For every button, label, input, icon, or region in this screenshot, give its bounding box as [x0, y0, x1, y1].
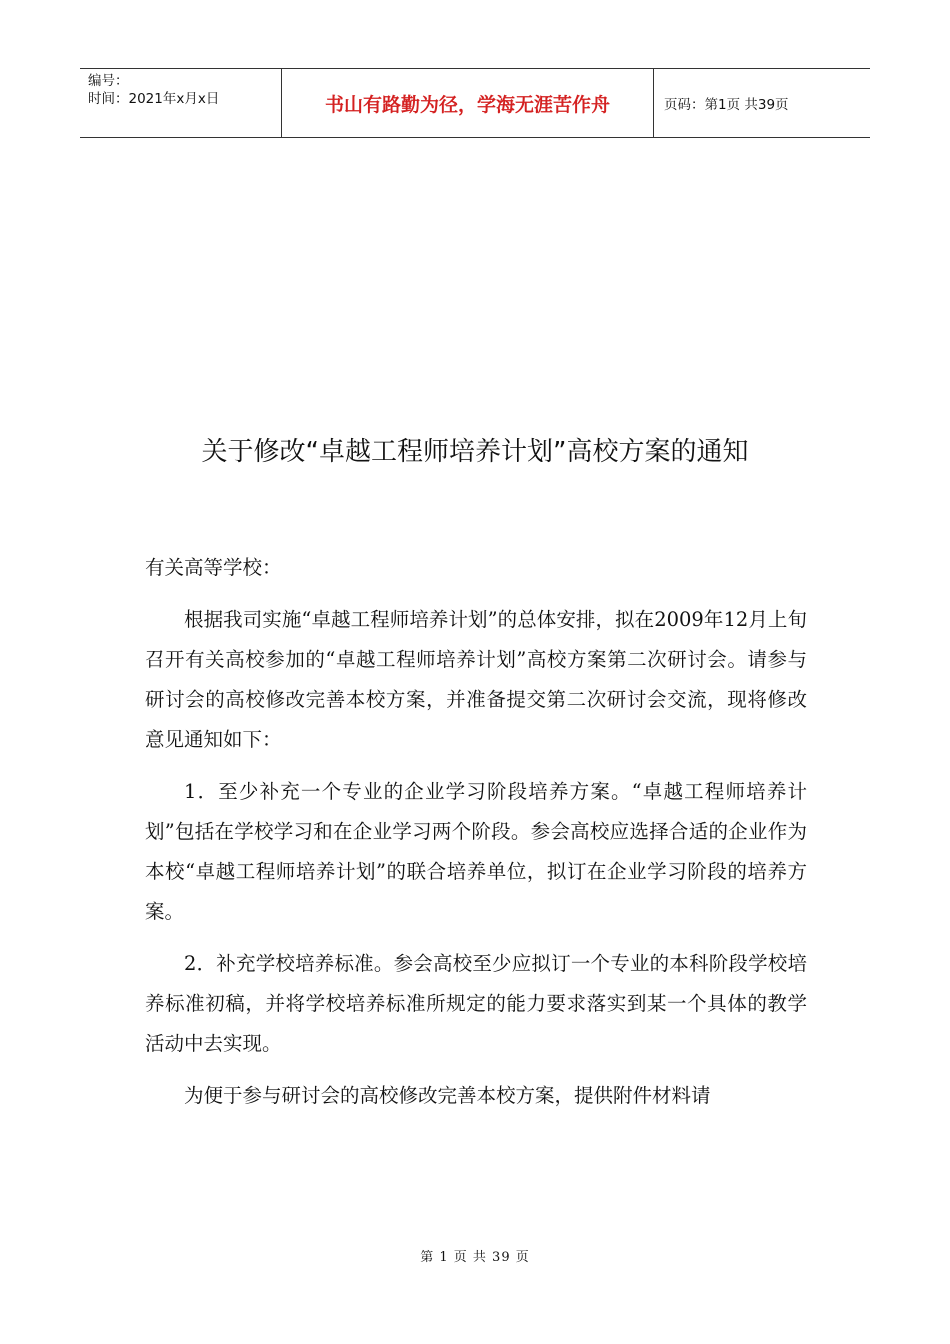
header-motto: 书山有路勤为径，学海无涯苦作舟	[282, 69, 654, 137]
time-label: 时间：2021年x月x日	[88, 91, 220, 107]
header-page-info: 页码：第1页 共39页	[664, 97, 789, 113]
header-meta	[80, 69, 282, 137]
paragraph: 1．至少补充一个专业的企业学习阶段培养方案。“卓越工程师培养计划”包括在学校学习和在企业学习两个阶段。参会高校应选择合适的企业作为本校“卓越工程师培养计划”的联合培养单位，拟订在企业学习阶段的培养方案。	[145, 780, 807, 923]
salutation: 有关高等学校：	[145, 556, 282, 579]
page-footer: 第 1 页 共 39 页	[420, 1250, 530, 1265]
document-body	[145, 548, 807, 1128]
number-label: 编号：	[88, 73, 129, 89]
paragraph: 根据我司实施“卓越工程师培养计划”的总体安排，拟在2009年12月上旬召开有关高校参加的“卓越工程师培养计划”高校方案第二次研讨会。请参与研讨会的高校修改完善本校方案，并准备提交第二次研讨会交流，现将修改意见通知如下：	[145, 608, 807, 751]
paragraph: 2．补充学校培养标准。参会高校至少应拟订一个专业的本科阶段学校培养标准初稿，并将学校培养标准所规定的能力要求落实到某一个具体的教学活动中去实现。	[145, 952, 807, 1055]
document-header	[80, 68, 870, 138]
document-title: 关于修改“卓越工程师培养计划”高校方案的通知	[201, 437, 749, 467]
paragraph: 为便于参与研讨会的高校修改完善本校方案，提供附件材料请	[184, 1084, 711, 1107]
